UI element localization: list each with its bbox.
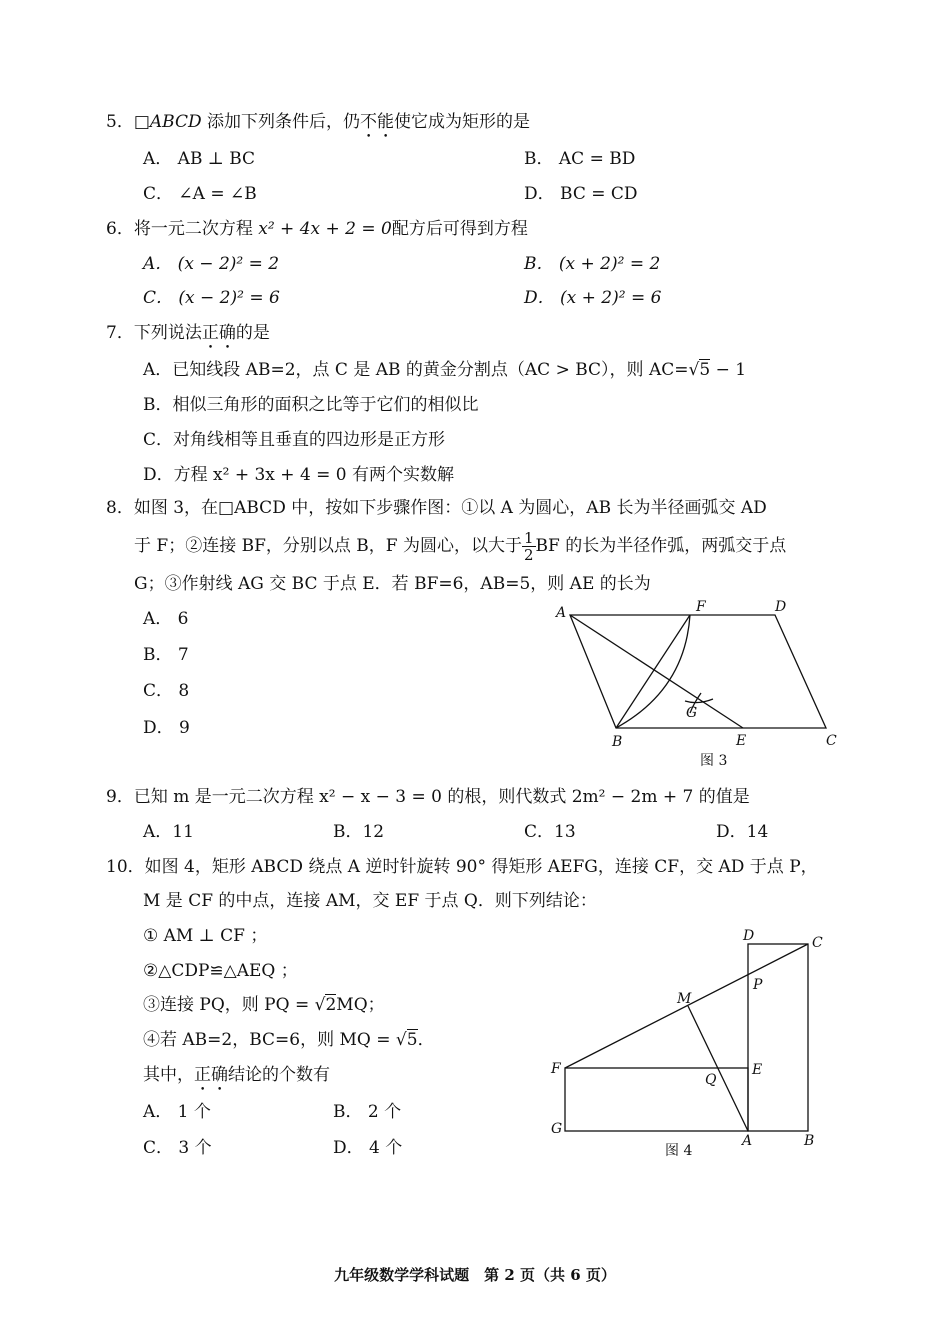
rectangle-aefg xyxy=(565,1068,748,1131)
q8-option-d: D． 9 xyxy=(143,718,190,738)
label-c: C xyxy=(826,733,837,749)
q8-stem-line3: G；③作射线 AG 交 BC 于点 E．若 BF=6，AB=5，则 AE 的长为 xyxy=(134,574,651,594)
parallelogram-abcd xyxy=(570,615,826,728)
q9-option-a: A．11 xyxy=(143,822,194,842)
q10-conclusion-1: ① AM ⊥ CF ； xyxy=(143,926,268,946)
q10-conclusion-4: ④若 AB=2，BC=6，则 MQ = √5． xyxy=(143,1030,435,1050)
label-e: E xyxy=(752,1062,763,1078)
q6-option-a: A． (x − 2)² = 2 xyxy=(143,254,280,274)
page-footer: 九年级数学学科试题 第 2 页（共 6 页） xyxy=(334,1266,616,1284)
label-e: E xyxy=(736,733,747,749)
rectangle-abcd xyxy=(748,944,808,1131)
q5-option-d: D． BC = CD xyxy=(524,184,638,204)
q9-option-d: D．14 xyxy=(716,822,769,842)
figure-3 xyxy=(550,595,850,775)
q9-stem: 9．已知 m 是一元二次方程 x² − x − 3 = 0 的根，则代数式 2m² − 2m + 7 的值是 xyxy=(106,787,750,807)
label-b: B xyxy=(612,734,623,750)
figure-3-caption: 图 3 xyxy=(700,753,728,769)
label-d: D xyxy=(743,928,755,944)
q8-option-b: B． 7 xyxy=(143,645,189,665)
label-a: A xyxy=(556,605,567,621)
q5-option-c: C． ∠A = ∠B xyxy=(143,184,257,204)
label-p: P xyxy=(753,977,763,993)
q7-option-d: D．方程 x² + 3x + 4 = 0 有两个实数解 xyxy=(143,465,455,485)
label-d: D xyxy=(775,599,787,615)
ray-ag xyxy=(570,615,743,728)
label-q: Q xyxy=(705,1072,717,1088)
q7-option-c: C．对角线相等且垂直的四边形是正方形 xyxy=(143,430,446,450)
label-g: G xyxy=(551,1121,563,1137)
label-g: G xyxy=(686,705,698,721)
q8-option-c: C． 8 xyxy=(143,681,190,701)
q9-option-b: B．12 xyxy=(333,822,385,842)
label-m: M xyxy=(677,991,692,1007)
q10-stem-line2: M 是 CF 的中点，连接 AM，交 EF 于点 Q．则下列结论： xyxy=(143,891,597,911)
q5-option-a: A． AB ⊥ BC xyxy=(143,149,256,169)
q10-summary: 其中，正确结论的个数有 xyxy=(143,1065,330,1085)
q8-stem-line2: 于 F；②连接 BF，分别以点 B，F 为圆心，以大于 $\frac{1}{2}$ BF 的长为半径作弧，两弧交于点 xyxy=(134,529,787,564)
q8-stem-line1: 8．如图 3，在□ABCD 中，按如下步骤作图：①以 A 为圆心，AB 长为半径画弧交 AD xyxy=(106,498,767,518)
q10-option-d: D． 4 个 xyxy=(333,1138,403,1158)
q10-option-a: A． 1 个 xyxy=(143,1102,211,1122)
q6-option-d: D． (x + 2)² = 6 xyxy=(524,288,662,308)
figure-4-caption: 图 4 xyxy=(665,1143,693,1159)
segment-bf xyxy=(616,615,690,728)
q10-option-b: B． 2 个 xyxy=(333,1102,402,1122)
q8-fraction: $\frac{1}{2}$ xyxy=(524,529,534,564)
q7-option-b: B．相似三角形的面积之比等于它们的相似比 xyxy=(143,395,479,415)
q6-option-c: C． (x − 2)² = 6 xyxy=(143,288,280,308)
q7-option-a: A．已知线段 AB=2，点 C 是 AB 的黄金分割点（AC > BC），则 AC=√5 − 1 xyxy=(143,360,747,380)
q10-option-c: C． 3 个 xyxy=(143,1138,212,1158)
q5-option-b: B． AC = BD xyxy=(524,149,636,169)
q9-option-c: C．13 xyxy=(524,822,576,842)
label-f: F xyxy=(696,599,706,615)
q10-conclusion-3: ③连接 PQ，则 PQ = √2MQ； xyxy=(143,995,385,1015)
q10-stem-line1: 10．如图 4，矩形 ABCD 绕点 A 逆时针旋转 90° 得矩形 AEFG，连接 CF，交 AD 于点 P， xyxy=(106,857,818,877)
q5-stem: 5．□ABCD 添加下列条件后，仍不能使它成为矩形的是 xyxy=(106,112,531,132)
q7-stem: 7．下列说法正确的是 xyxy=(106,323,270,343)
label-f: F xyxy=(551,1061,561,1077)
label-a: A xyxy=(742,1133,753,1149)
q6-stem: 6．将一元二次方程 x² + 4x + 2 = 0配方后可得到方程 xyxy=(106,219,528,239)
q6-option-b: B． (x + 2)² = 2 xyxy=(524,254,661,274)
q10-conclusion-2: ②△CDP≌△AEQ ； xyxy=(143,961,298,981)
label-b: B xyxy=(804,1133,815,1149)
q8-option-a: A． 6 xyxy=(143,609,189,629)
label-c: C xyxy=(812,935,823,951)
figure-4 xyxy=(545,925,840,1165)
